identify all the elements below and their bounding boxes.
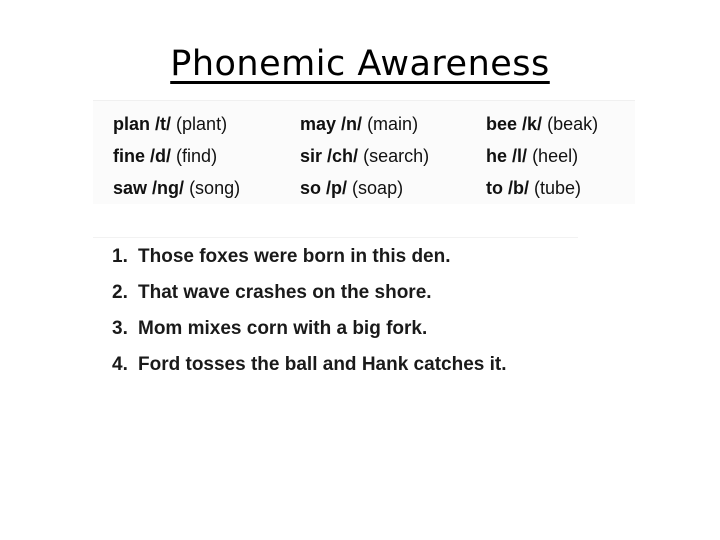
result-word: (tube) xyxy=(534,178,582,198)
phoneme: /k/ xyxy=(522,114,543,134)
item-text: Mom mixes corn with a big fork. xyxy=(138,318,428,339)
base-word: so xyxy=(300,178,322,198)
base-word: plan xyxy=(113,114,151,134)
item-number: 3. xyxy=(112,318,128,339)
item-number: 1. xyxy=(112,246,128,267)
base-word: to xyxy=(486,178,503,198)
result-word: (song) xyxy=(189,178,241,198)
phoneme: /ng/ xyxy=(152,178,185,198)
list-item xyxy=(112,354,507,376)
item-text: Those foxes were born in this den. xyxy=(138,246,451,267)
phoneme: /ch/ xyxy=(327,146,359,166)
result-word: (heel) xyxy=(532,146,579,166)
item-number: 2. xyxy=(112,282,128,303)
page-title xyxy=(0,44,720,84)
result-word: (find) xyxy=(176,146,218,166)
result-word: (beak) xyxy=(547,114,599,134)
page-title-text: Phonemic Awareness xyxy=(170,44,550,84)
phoneme: /n/ xyxy=(341,114,363,134)
item-text: That wave crashes on the shore. xyxy=(138,282,432,303)
word-pair-so xyxy=(300,178,403,199)
phoneme: /p/ xyxy=(326,178,348,198)
base-word: he xyxy=(486,146,508,166)
item-number: 4. xyxy=(112,354,128,375)
word-pair-may xyxy=(300,114,418,135)
base-word: sir xyxy=(300,146,323,166)
word-pair-bee xyxy=(486,114,598,135)
divider xyxy=(93,237,578,238)
word-pair-sir xyxy=(300,146,429,167)
base-word: saw xyxy=(113,178,148,198)
phoneme: /d/ xyxy=(150,146,172,166)
result-word: (search) xyxy=(363,146,430,166)
word-pair-he xyxy=(486,146,578,167)
item-text: Ford tosses the ball and Hank catches it. xyxy=(138,354,507,375)
word-pair-saw xyxy=(113,178,240,199)
base-word: bee xyxy=(486,114,518,134)
result-word: (plant) xyxy=(176,114,228,134)
phoneme-word-grid xyxy=(93,100,635,204)
phoneme: /l/ xyxy=(512,146,528,166)
word-pair-to xyxy=(486,178,581,199)
base-word: fine xyxy=(113,146,146,166)
list-item xyxy=(112,282,432,304)
word-pair-fine xyxy=(113,146,217,167)
list-item xyxy=(112,318,427,340)
phoneme: /t/ xyxy=(155,114,172,134)
list-item xyxy=(112,246,451,268)
word-pair-plan xyxy=(113,114,227,135)
base-word: may xyxy=(300,114,337,134)
result-word: (main) xyxy=(367,114,419,134)
result-word: (soap) xyxy=(352,178,404,198)
phoneme: /b/ xyxy=(508,178,530,198)
